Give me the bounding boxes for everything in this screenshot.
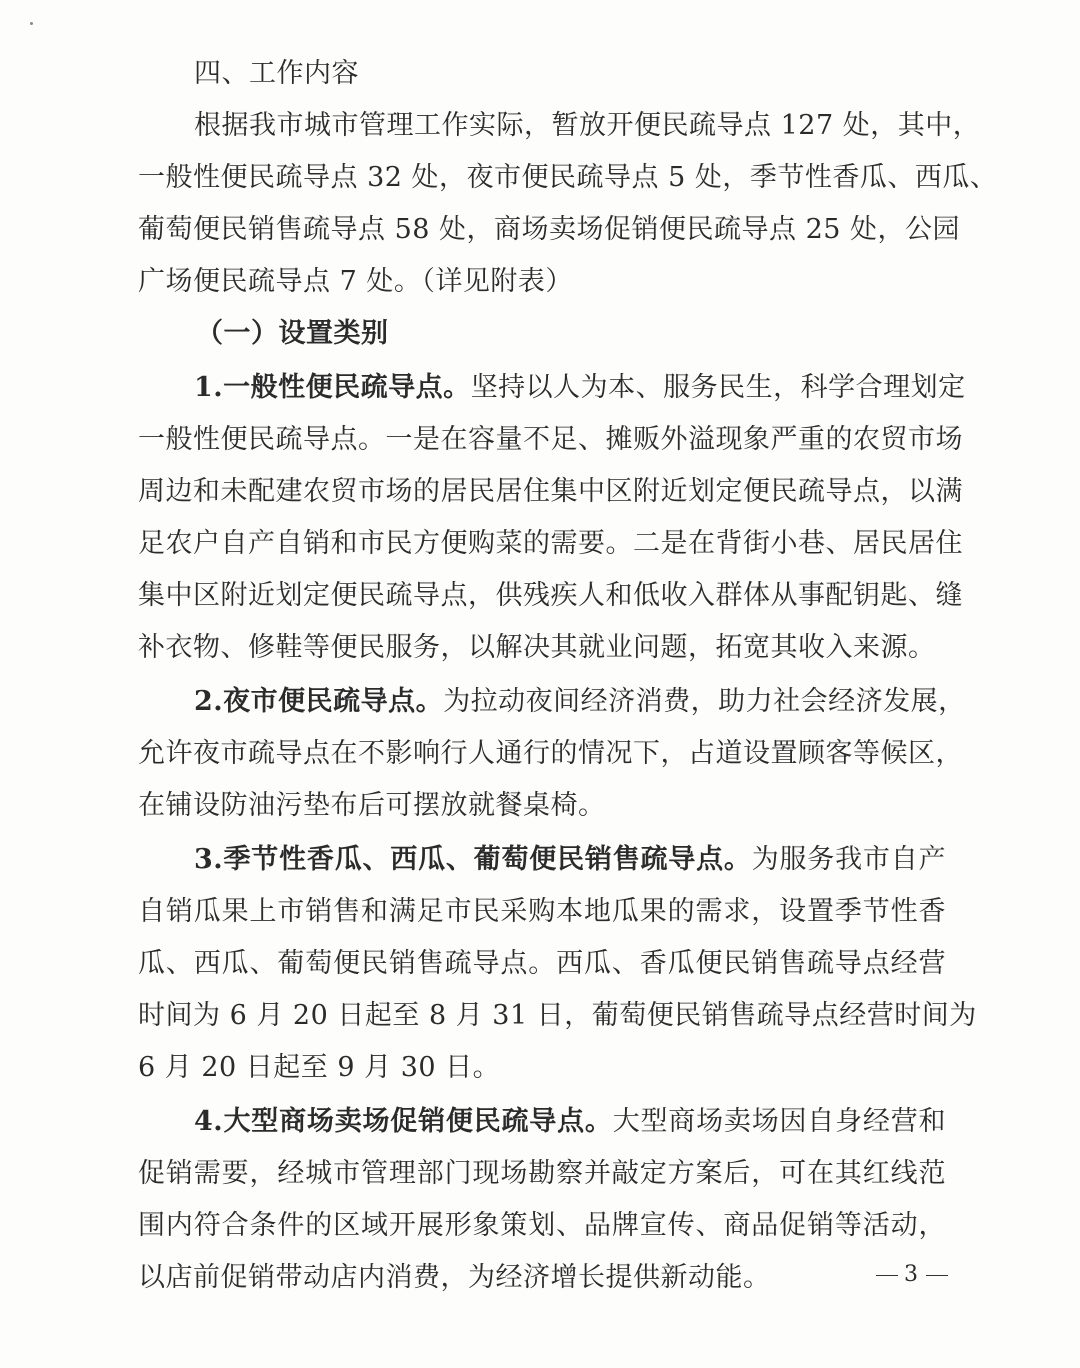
text-line: 一般性便民疏导点 32 处，夜市便民疏导点 5 处，季节性香瓜、西瓜、: [138, 162, 998, 193]
page-number-value: 3: [904, 1262, 920, 1287]
text-line: [138, 1096, 946, 1148]
text-line: 瓜、西瓜、葡萄便民销售疏导点。西瓜、香瓜便民销售疏导点经营: [138, 948, 946, 979]
item-text: 大型商场卖场因自身经营和: [612, 1106, 947, 1137]
item-title: 4.大型商场卖场促销便民疏导点。: [194, 1106, 613, 1137]
item-text: 坚持以人为本、服务民生，科学合理划定: [470, 372, 966, 403]
intro-paragraph: [138, 100, 998, 308]
subheading: （一）设置类别: [196, 318, 389, 349]
item-4-paragraph: [138, 1096, 946, 1304]
text-line: 周边和未配建农贸市场的居民居住集中区附近划定便民疏导点，以满: [138, 476, 963, 507]
text-line: 在铺设防油污垫布后可摆放就餐桌椅。: [138, 790, 606, 821]
text-line: 广场便民疏导点 7 处。（详见附表）: [138, 266, 573, 297]
item-text: 为拉动夜间经济消费，助力社会经济发展，: [443, 686, 966, 717]
text-line: 促销需要，经城市管理部门现场勘察并敲定方案后，可在其红线范: [138, 1158, 946, 1189]
text-line: 集中区附近划定便民疏导点，供残疾人和低收入群体从事配钥匙、缝: [138, 580, 963, 611]
text-line: [138, 676, 966, 728]
item-title: 2.夜市便民疏导点。: [194, 686, 444, 717]
text-line: 补衣物、修鞋等便民服务，以解决其就业问题，拓宽其收入来源。: [138, 632, 936, 663]
scan-speck: [30, 22, 33, 25]
text-line: 允许夜市疏导点在不影响行人通行的情况下，占道设置顾客等候区，: [138, 738, 963, 769]
item-3-paragraph: [138, 834, 977, 1094]
item-1-paragraph: [138, 362, 966, 674]
text-line: [138, 362, 966, 414]
text-line: 6 月 20 日起至 9 月 30 日。: [138, 1052, 501, 1083]
dash-right: [926, 1275, 948, 1276]
text-line: 一般性便民疏导点。一是在容量不足、摊贩外溢现象严重的农贸市场: [138, 424, 963, 455]
text-line: 围内符合条件的区域开展形象策划、品牌宣传、商品促销等活动，: [138, 1210, 946, 1241]
text-line: 葡萄便民销售疏导点 58 处，商场卖场促销便民疏导点 25 处，公园: [138, 214, 961, 245]
section-heading: 四、工作内容: [194, 58, 359, 89]
text-line: 足农户自产自销和市民方便购菜的需要。二是在背街小巷、居民居住: [138, 528, 963, 559]
text-line: [138, 834, 946, 886]
text-line: 自销瓜果上市销售和满足市民采购本地瓜果的需求，设置季节性香: [138, 896, 946, 927]
text-line: 时间为 6 月 20 日起至 8 月 31 日，葡萄便民销售疏导点经营时间为: [138, 1000, 977, 1031]
item-2-paragraph: [138, 676, 966, 832]
text-line: 以店前促销带动店内消费，为经济增长提供新动能。: [138, 1262, 771, 1293]
item-text: 为服务我市自产: [751, 844, 947, 875]
text-line: 根据我市城市管理工作实际，暂放开便民疏导点 127 处，其中，: [194, 110, 981, 141]
item-title: 3.季节性香瓜、西瓜、葡萄便民销售疏导点。: [194, 844, 752, 875]
document-body: [138, 48, 998, 1304]
item-title: 1.一般性便民疏导点。: [194, 372, 471, 403]
page-number: [870, 1262, 954, 1287]
dash-left: [876, 1275, 898, 1276]
